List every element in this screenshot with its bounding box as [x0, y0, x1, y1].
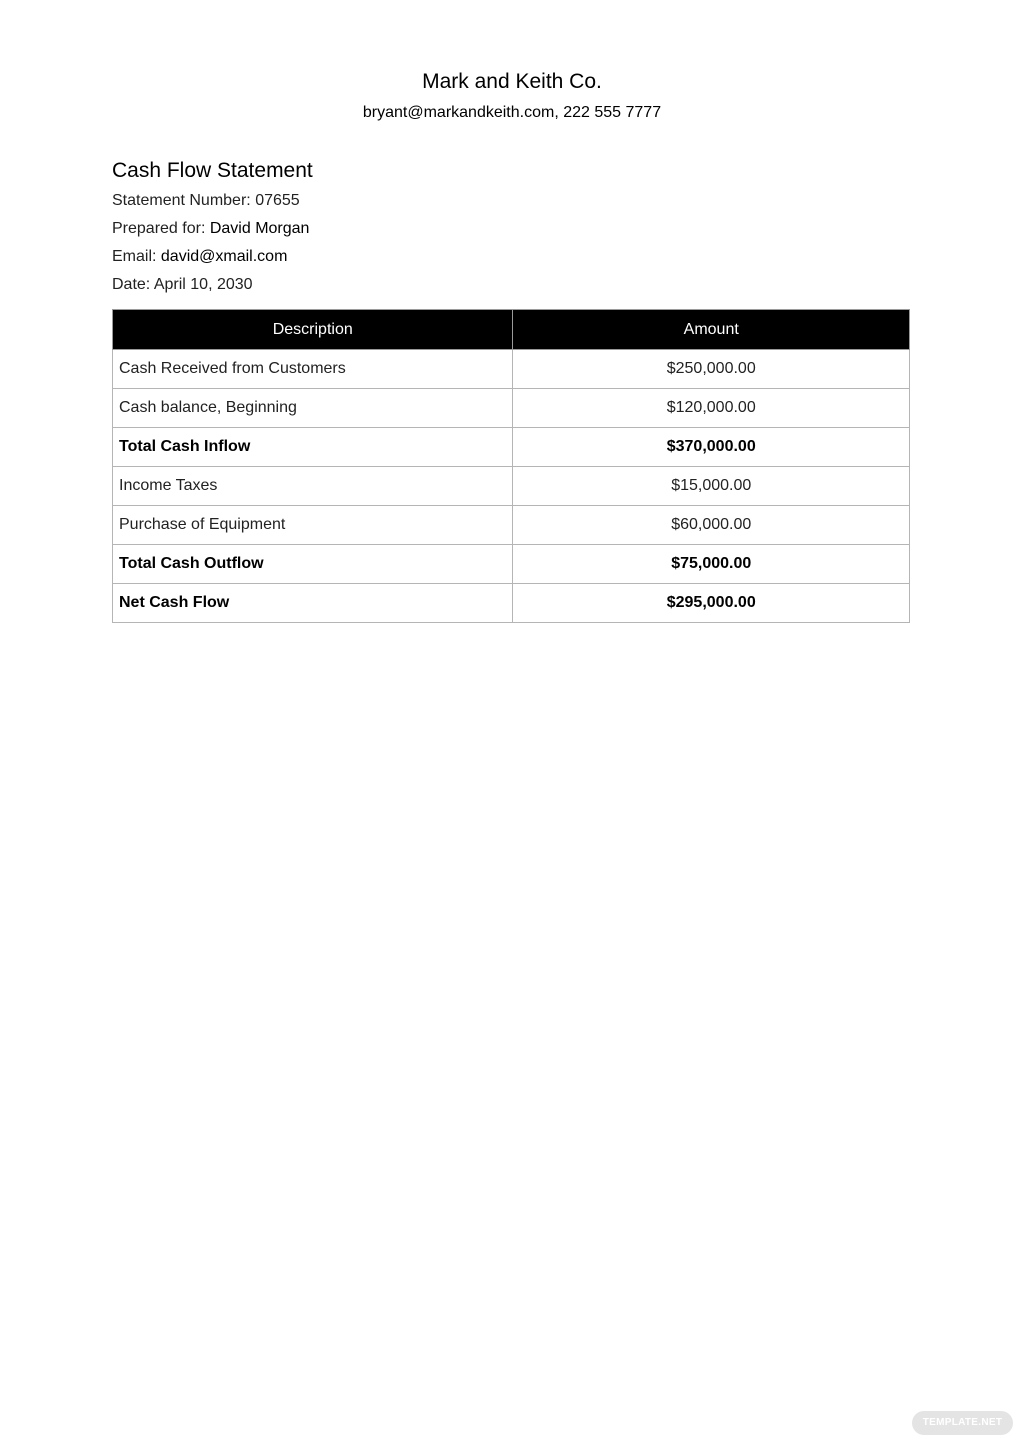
row-amount: $295,000.00	[513, 584, 910, 623]
date-value: April 10, 2030	[153, 276, 253, 293]
table-row	[113, 350, 910, 389]
statement-number-value: 07655	[255, 192, 300, 209]
company-contact: bryant@markandkeith.com, 222 555 7777	[362, 104, 662, 121]
prepared-for-value: David Morgan	[209, 220, 310, 237]
template-watermark[interactable]: TEMPLATE.NET	[912, 1411, 1013, 1435]
table-row	[113, 467, 910, 506]
row-description: Income Taxes	[113, 467, 513, 506]
column-header-amount: Amount	[513, 310, 910, 350]
date-line	[112, 274, 253, 296]
row-description: Total Cash Inflow	[113, 428, 513, 467]
row-description: Cash Received from Customers	[113, 350, 513, 389]
document-title: Cash Flow Statement	[112, 159, 313, 182]
row-amount: $250,000.00	[513, 350, 910, 389]
table-header-row	[113, 310, 910, 350]
table-row-total-outflow	[113, 545, 910, 584]
table-row	[113, 389, 910, 428]
statement-number-label: Statement Number:	[112, 192, 251, 209]
row-description: Net Cash Flow	[113, 584, 513, 623]
column-header-description: Description	[113, 310, 513, 350]
row-description: Purchase of Equipment	[113, 506, 513, 545]
table-row	[113, 506, 910, 545]
row-description: Total Cash Outflow	[113, 545, 513, 584]
row-amount: $60,000.00	[513, 506, 910, 545]
table-row-total-inflow	[113, 428, 910, 467]
email-value: david@xmail.com	[160, 248, 288, 265]
statement-number-line	[112, 190, 300, 212]
email-label: Email:	[112, 248, 157, 265]
prepared-for-line	[112, 218, 309, 240]
date-label: Date:	[112, 276, 151, 293]
cash-flow-table	[112, 309, 910, 623]
row-amount: $120,000.00	[513, 389, 910, 428]
row-amount: $15,000.00	[513, 467, 910, 506]
company-name: Mark and Keith Co.	[422, 70, 602, 93]
row-description: Cash balance, Beginning	[113, 389, 513, 428]
row-amount: $75,000.00	[513, 545, 910, 584]
table-row-net-cash-flow	[113, 584, 910, 623]
prepared-for-label: Prepared for:	[112, 220, 206, 237]
row-amount: $370,000.00	[513, 428, 910, 467]
email-line	[112, 246, 287, 268]
